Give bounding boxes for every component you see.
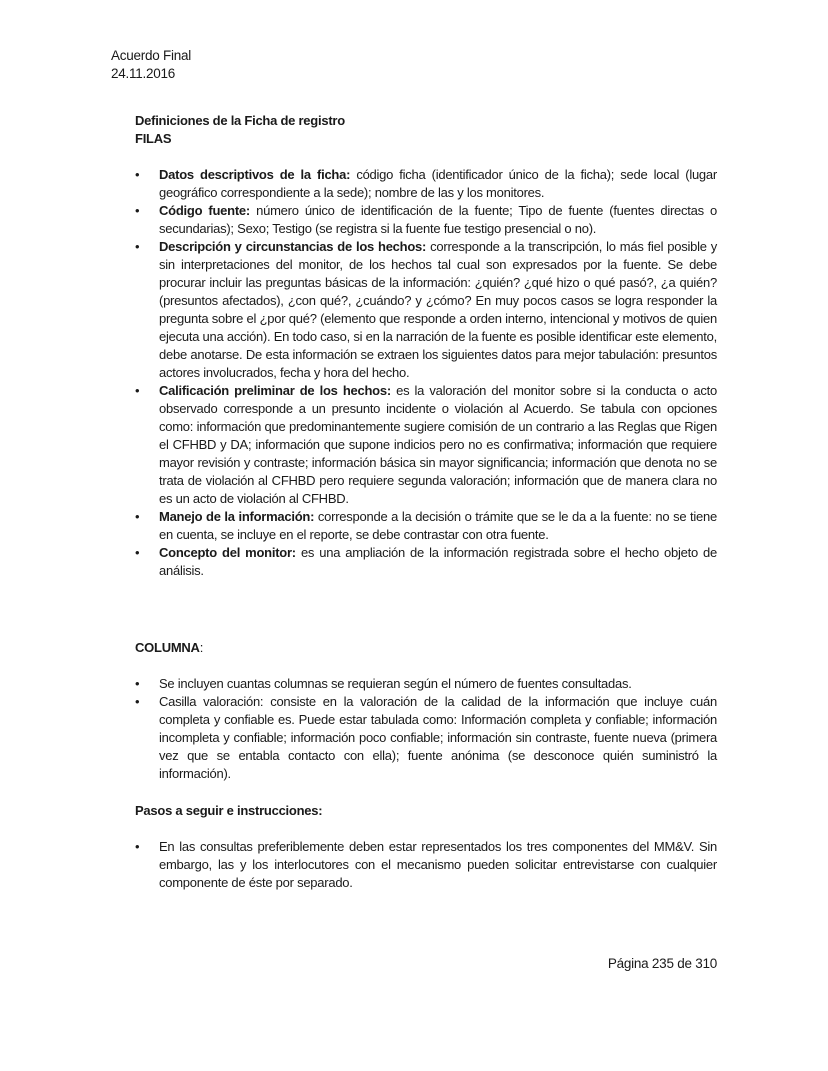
page-number: Página 235 de 310 bbox=[607, 956, 717, 971]
filas-list bbox=[135, 166, 717, 580]
bullet: • bbox=[135, 694, 140, 709]
item-text: Se incluyen cuantas columnas se requieran según el número de fuentes consultadas. bbox=[159, 676, 632, 691]
section-columna bbox=[135, 639, 717, 783]
bullet: • bbox=[135, 239, 140, 254]
section-definiciones bbox=[135, 112, 717, 580]
bullet: • bbox=[135, 839, 140, 854]
columna-list bbox=[135, 675, 717, 783]
item-term: Manejo de la información: bbox=[159, 509, 315, 524]
header-title: Acuerdo Final bbox=[111, 48, 192, 63]
item-term: Código fuente: bbox=[159, 203, 250, 218]
item-term: Datos descriptivos de la ficha: bbox=[159, 167, 351, 182]
section-subtitle: FILAS bbox=[135, 131, 172, 146]
item-text: corresponde a la decisión o trámite que se le da a la fuente: no se tiene en cuenta, se incluye en el reporte, se debe contrastar con otra fuente. bbox=[159, 509, 717, 542]
list-item bbox=[135, 675, 717, 693]
colon: : bbox=[199, 640, 204, 655]
list-item bbox=[135, 508, 717, 544]
pasos-list bbox=[135, 838, 717, 892]
item-text: corresponde a la transcripción, lo más fiel posible y sin interpretaciones del monitor, de los hechos tal cual son expresados por la fuente. Se debe procurar incluir las preguntas básicas de la información: ¿quién? ¿qué hizo o qué pasó?, ¿a quién? (presuntos afectados), ¿con qué?, ¿cuándo? y ¿cómo? En muy pocos casos se logra responder la pregunta sobre el ¿por qué? (elemento que responde a orden interno, intencional y motivos de quien ejecuta una acción). En todo caso, si en la narración de la fuente es posible identificar este elemento, debe anotarse. De esta información se extraen los siguientes datos para mejor tabulación: presuntos actores involucrados, fecha y hora del hecho. bbox=[159, 239, 717, 380]
list-item bbox=[135, 238, 717, 382]
columna-title: COLUMNA bbox=[135, 640, 200, 655]
item-text: código ficha (identificador único de la ficha); sede local (lugar geográfico correspondiente a la sede); nombre de las y los monitores. bbox=[159, 167, 717, 200]
list-item bbox=[135, 166, 717, 202]
section-title: Definiciones de la Ficha de registro bbox=[135, 113, 345, 128]
section-title: Pasos a seguir e instrucciones: bbox=[135, 803, 323, 818]
bullet: • bbox=[135, 545, 140, 560]
bullet: • bbox=[135, 167, 140, 182]
list-item bbox=[135, 544, 717, 580]
list-item bbox=[135, 202, 717, 238]
bullet: • bbox=[135, 509, 140, 524]
bullet: • bbox=[135, 383, 140, 398]
bullet: • bbox=[135, 676, 140, 691]
item-term: Descripción y circunstancias de los hechos: bbox=[159, 239, 427, 254]
item-text: En las consultas preferiblemente deben estar representados los tres componentes del MM&V. Sin embargo, las y los interlocutores con el mecanismo pueden solicitar entrevistarse con cualquier componente de éste por separado. bbox=[159, 839, 717, 890]
list-item bbox=[135, 838, 717, 892]
item-text: número único de identificación de la fuente; Tipo de fuente (fuentes directas o secundarias); Sexo; Testigo (se registra si la fuente fue testigo presencial o no). bbox=[159, 203, 717, 236]
item-term: Concepto del monitor: bbox=[159, 545, 296, 560]
list-item bbox=[135, 693, 717, 783]
item-text: Casilla valoración: consiste en la valoración de la calidad de la información que incluye cuán completa y confiable es. Puede estar tabulada como: Información completa y confiable; información incompleta y confiable; información poco confiable; información sin contraste, fuente nueva (primera vez que se entabla contacto con ella); fuente anónima (se desconoce quién suministró la información). bbox=[159, 694, 717, 781]
item-term: Calificación preliminar de los hechos: bbox=[159, 383, 391, 398]
section-title bbox=[135, 639, 717, 657]
list-item bbox=[135, 382, 717, 508]
item-text: es la valoración del monitor sobre si la conducta o acto observado corresponde a un presunto incidente o violación al Acuerdo. Se tabula con opciones como: información que predominantemente sugiere comisión de un contrario a las Reglas que Rigen el CFHBD y DA; información que supone indicios pero no es confirmativa; información que requiere mayor revisión y contraste; información básica sin mayor significancia; información que denota no se trata de violación al CFHBD pero requiere segunda valoración; información que de manera clara no es un acto de violación al CFHBD. bbox=[159, 383, 717, 506]
section-pasos bbox=[135, 802, 717, 892]
bullet: • bbox=[135, 203, 140, 218]
header-date: 24.11.2016 bbox=[111, 66, 176, 81]
item-text: es una ampliación de la información registrada sobre el hecho objeto de análisis. bbox=[159, 545, 717, 578]
document-header bbox=[111, 47, 191, 83]
